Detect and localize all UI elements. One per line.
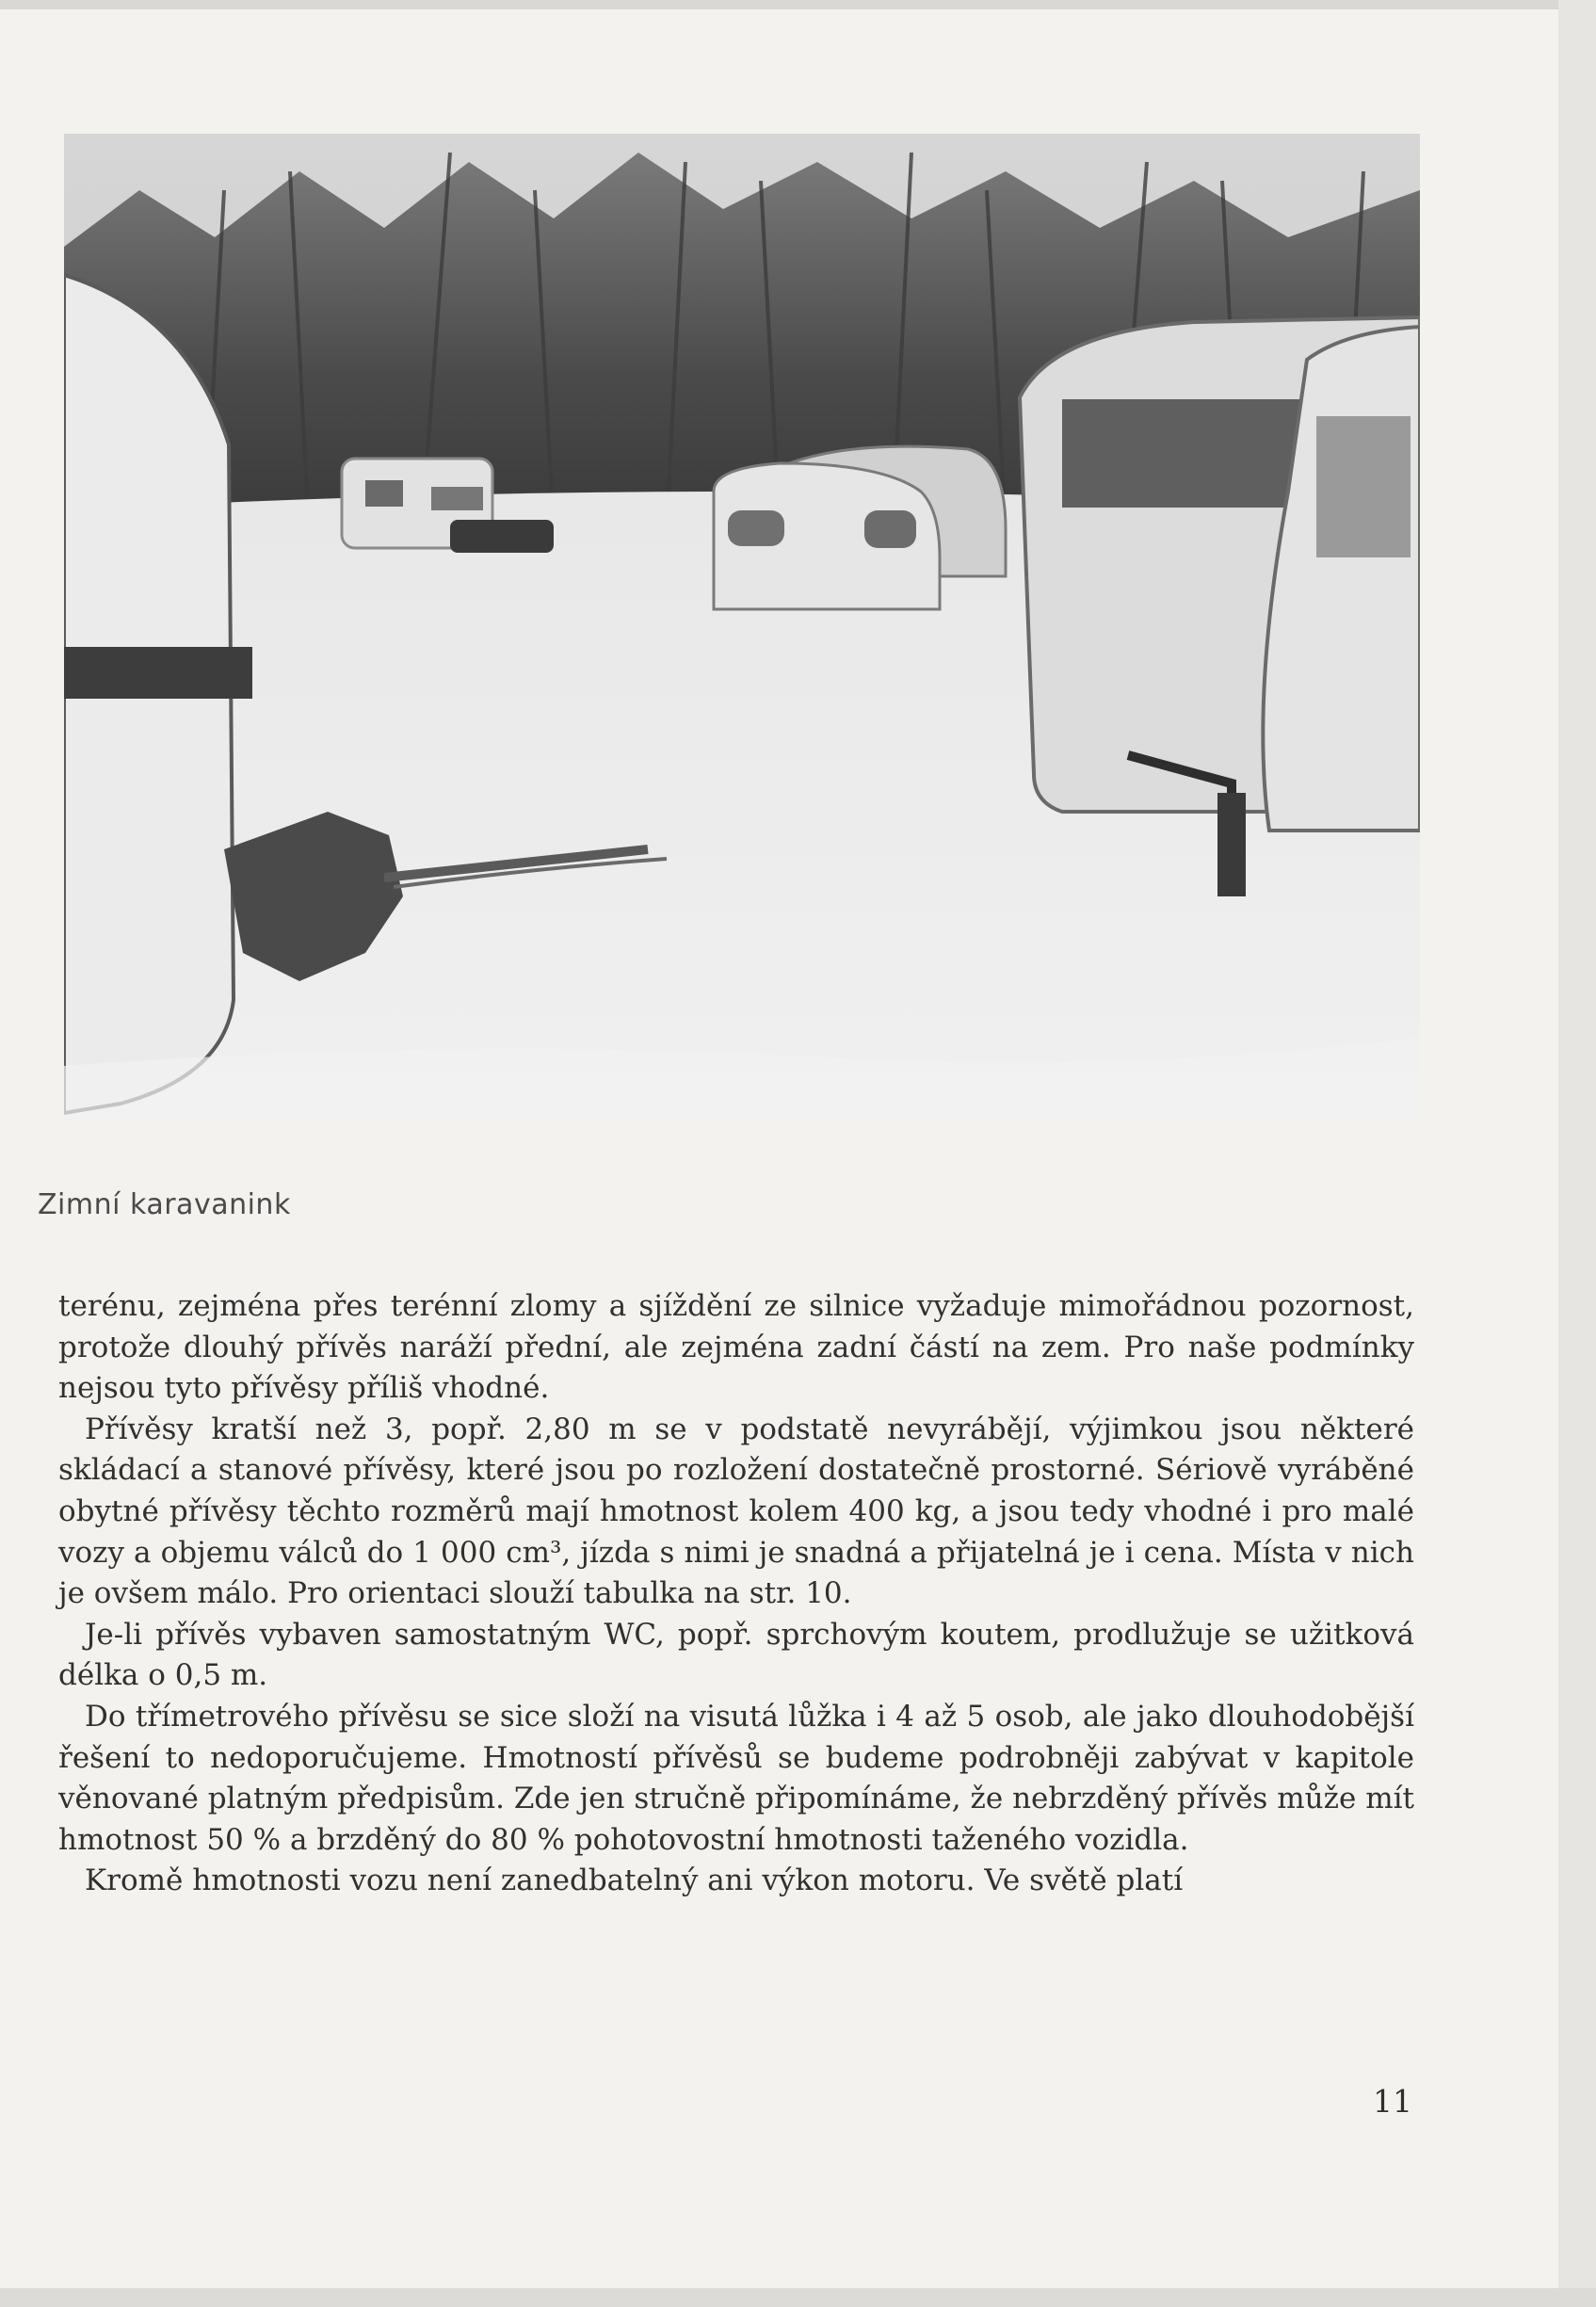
paragraph: Do třímetrového přívěsu se sice složí na visutá lůžka i 4 až 5 osob, ale jako dlouhodobější řešení to nedoporučujeme. Hmotností přívěsů se budeme podrobněji zabývat v kapitole věnované platným předpisům. Zde jen stručně připomínáme, že nebrzděný přívěs může mít hmotnost 50 % a brzděný do 80 % pohotovostní hmotnosti taženého vozidla. [58, 1699, 1414, 1857]
body-text [58, 1286, 1414, 1902]
paragraph: Přívěsy kratší než 3, popř. 2,80 m se v podstatě nevyrábějí, výjimkou jsou některé skládací a stanové přívěsy, které jsou po rozložení dostatečně prostorné. Sériově vyráběné obytné přívěsy těchto rozměrů mají hmotnost kolem 400 kg, a jsou tedy vhodné i pro malé vozy a objemu válců do 1 000 cm³, jízda s nimi je snadná a přijatelná je i cena. Místa v nich je ovšem málo. Pro orientaci slouží tabulka na str. 10. [58, 1412, 1414, 1611]
page-number: 11 [1373, 2083, 1412, 2120]
photo-caption: Zimní karavanink [38, 1188, 291, 1221]
scan-edge-top [0, 0, 1596, 9]
paragraph: terénu, zejména přes terénní zlomy a sjíždění ze silnice vyžaduje mimořádnou pozornost, protože dlouhý přívěs naráží přední, ale zejména zadní částí na zem. Pro naše podmínky nejsou tyto přívěsy příliš vhodné. [58, 1289, 1414, 1406]
scan-edge-right [1558, 0, 1596, 2307]
winter-caravan-photo [64, 134, 1420, 1122]
paragraph: Je-li přívěs vybaven samostatným WC, popř. sprchovým koutem, prodlužuje se užitková délka o 0,5 m. [58, 1617, 1414, 1693]
paragraph: Kromě hmotnosti vozu není zanedbatelný ani výkon motoru. Ve světě platí [85, 1863, 1184, 1898]
scan-edge-bottom [0, 2288, 1596, 2307]
